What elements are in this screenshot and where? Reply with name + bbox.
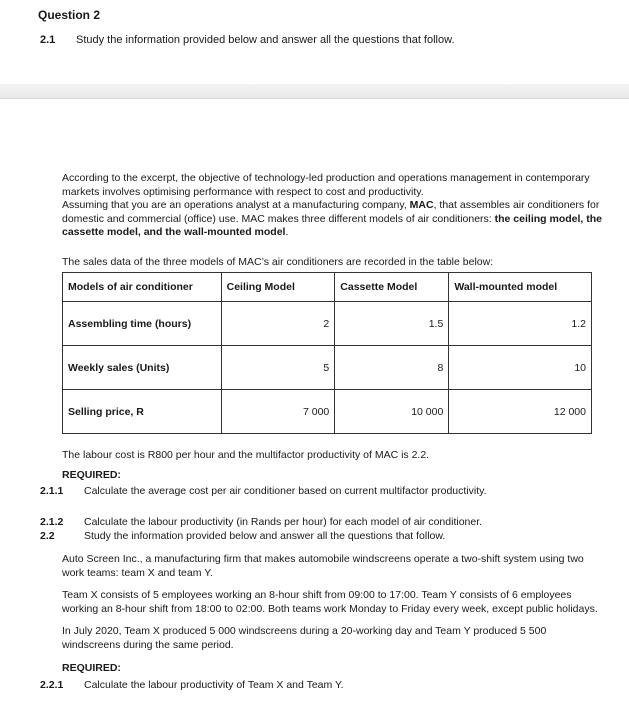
labour-cost-note: The labour cost is R800 per hour and the multifactor productivity of MAC is 2.2. xyxy=(62,449,430,461)
question-title: Question 2 xyxy=(38,8,101,22)
sales-data-table xyxy=(62,272,592,434)
table-row xyxy=(63,346,592,390)
row-label: Selling price, R xyxy=(63,390,222,434)
table-cell: 10 000 xyxy=(335,390,449,434)
table-header-cell: Ceiling Model xyxy=(221,273,335,302)
subquestion-text: Calculate the labour productivity (in Rands per hour) for each model of air conditioner. xyxy=(84,516,483,528)
excerpt-p2-end: . xyxy=(285,226,289,238)
table-cell: 8 xyxy=(335,346,449,390)
subquestion-number: 2.1.1 xyxy=(40,485,64,497)
required-label: REQUIRED: xyxy=(62,469,121,481)
table-header-cell: Cassette Model xyxy=(335,273,449,302)
subquestion-text: Calculate the labour productivity of Team X and Team Y. xyxy=(84,679,344,691)
question-header-card xyxy=(0,0,629,85)
table-header-cell: Wall-mounted model xyxy=(449,273,592,302)
autoscreen-paragraph-3: In July 2020, Team X produced 5 000 windscreens during a 20-working day and Team Y produced 5 500 windscreens during the same period. xyxy=(62,625,547,651)
table-cell: 5 xyxy=(221,346,335,390)
table-header-cell: Models of air conditioner xyxy=(63,273,222,302)
autoscreen-paragraph-2: Team X consists of 5 employees working an 8-hour shift from 09:00 to 17:00. Team Y consists of 6 employees working an 8-hour shift from 18:00 to 02:00. Both teams work Monday to Friday every week, except public holidays. xyxy=(62,589,598,615)
company-name: MAC xyxy=(409,199,434,211)
subquestion-number: 2.2 xyxy=(40,530,55,542)
card-separator xyxy=(0,84,629,98)
excerpt-p2-part-b: , that assembles air conditioners for domestic and commercial (office) use. MAC makes three different models of air conditioners: xyxy=(62,199,600,225)
table-row xyxy=(63,390,592,434)
table-row xyxy=(63,302,592,346)
excerpt-paragraph-1: According to the excerpt, the objective of technology-led production and operations management in contemporary markets involves optimising performance with respect to cost and productivity. xyxy=(62,172,590,198)
autoscreen-paragraph-1: Auto Screen Inc., a manufacturing firm that makes automobile windscreens operate a two-shift system using two work teams: team X and team Y. xyxy=(62,553,584,579)
subquestion-number: 2.1.2 xyxy=(40,516,64,528)
table-cell: 7 000 xyxy=(221,390,335,434)
subquestion-text: Study the information provided below and answer all the questions that follow. xyxy=(84,530,446,542)
table-cell: 1.5 xyxy=(335,302,449,346)
table-intro: The sales data of the three models of MAC’s air conditioners are recorded in the table below: xyxy=(62,256,494,268)
model-list: the ceiling model, the cassette model, and the wall-mounted model xyxy=(62,212,602,238)
table-cell: 12 000 xyxy=(449,390,592,434)
row-label: Weekly sales (Units) xyxy=(63,346,222,390)
table-cell: 1.2 xyxy=(449,302,592,346)
required-label: REQUIRED: xyxy=(62,662,121,674)
question-number: 2.1 xyxy=(40,34,56,46)
subquestion-text: Calculate the average cost per air conditioner based on current multifactor productivity. xyxy=(84,485,487,497)
subquestion-number: 2.2.1 xyxy=(40,679,64,691)
table-cell: 10 xyxy=(449,346,592,390)
question-instruction: Study the information provided below and answer all the questions that follow. xyxy=(76,34,455,46)
excerpt-p2-part-a: Assuming that you are an operations analyst at a manufacturing company, xyxy=(62,199,410,211)
excerpt-paragraph-2 xyxy=(62,199,602,240)
table-cell: 2 xyxy=(221,302,335,346)
row-label: Assembling time (hours) xyxy=(63,302,222,346)
table-header-row xyxy=(63,273,592,302)
question-body-card xyxy=(0,98,629,701)
